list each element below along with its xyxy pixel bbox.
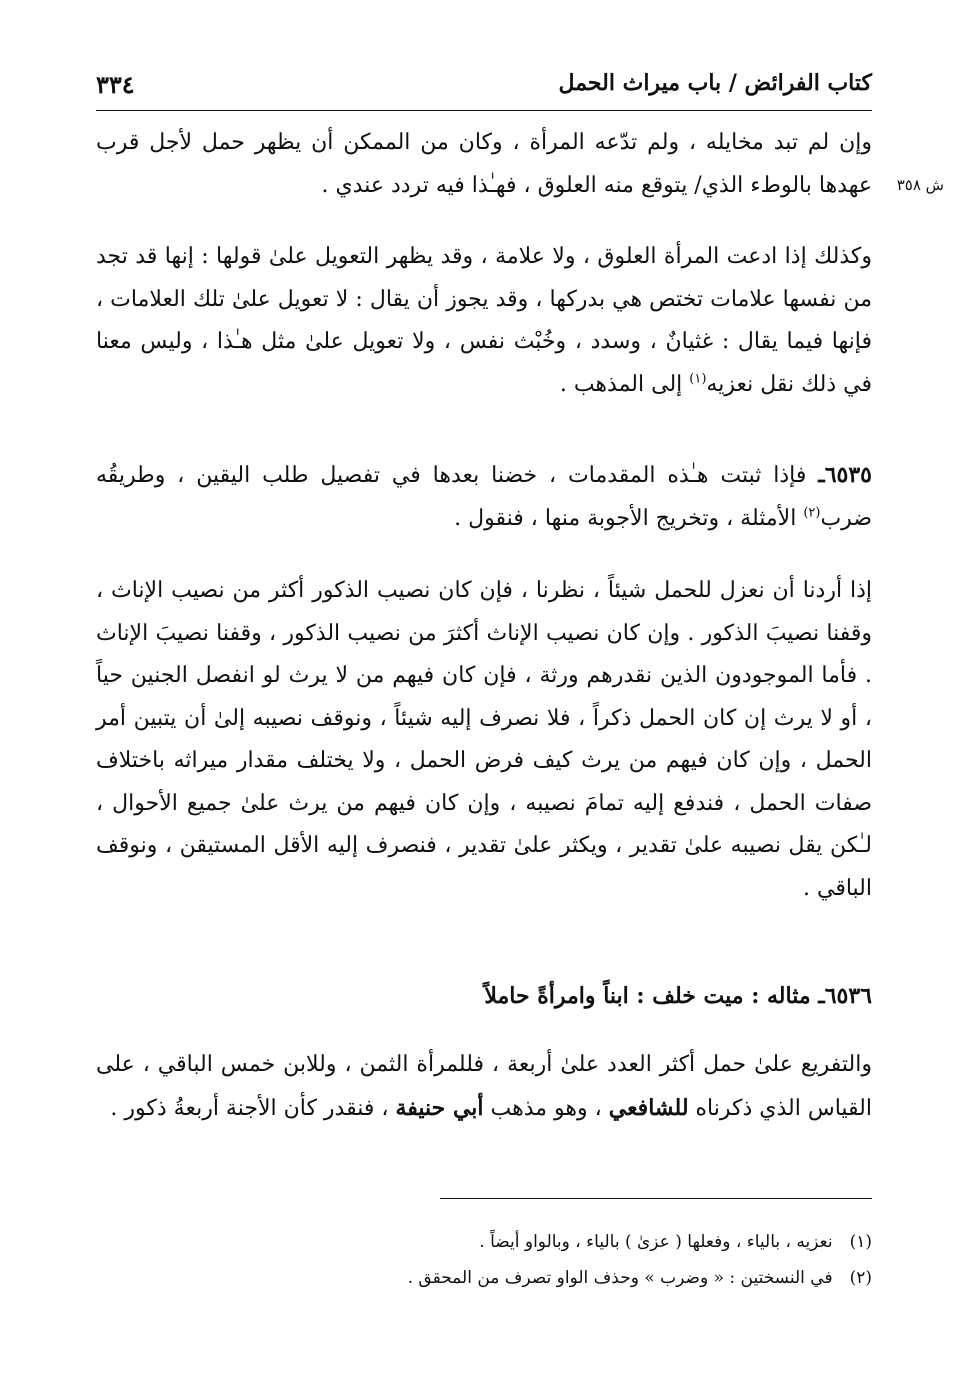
paragraph-6535-text-a: فإذا ثبتت هـٰذه المقدمات ، خضنا بعدها في تفصيل طلب اليقين ، وطريقُه ضرب [96, 463, 872, 531]
footnote-text: في النسختين : « وضرب » وحذف الواو تصرف من المحقق . [407, 1268, 833, 1288]
footnote-number: (٢) [849, 1268, 872, 1288]
running-title: كتاب الفرائض / باب ميراث الحمل [558, 70, 872, 96]
footnote-ref-2: (٢) [803, 505, 821, 521]
paragraph-6536-text: مثاله : ميت خلف : ابناً وامرأةً حاملاً [484, 983, 819, 1009]
paragraph-6535-text-b: الأمثلة ، وتخريج الأجوبة منها ، فنقول . [454, 505, 804, 531]
footnote-text: نعزيه ، بالياء ، وفعلها ( عزىٰ ) بالياء ، وبالواو أيضاً . [479, 1232, 833, 1252]
paragraph-6-text-a: والتفريع علىٰ حمل أكثر العدد علىٰ أربعة ، فللمرأة الثمن ، وللابن خمس الباقي ، على القياس الذي ذكرناه [96, 1052, 872, 1121]
footnote-divider [440, 1198, 872, 1199]
page-header [96, 66, 872, 111]
paragraph-1 [96, 122, 872, 207]
name-abu-hanifa: أبي حنيفة [395, 1094, 484, 1121]
paragraph-number: ٦٥٣٥ـ [818, 462, 872, 488]
paragraph-2-text-b: إلى المذهب . [559, 371, 690, 397]
paragraph-6-text-c: ، فنقدر كأن الأجنة أربعةُ ذكور . [110, 1095, 396, 1121]
footnote-ref-1: (١) [689, 371, 707, 387]
paragraph-2 [96, 236, 872, 406]
footnote-number: (١) [849, 1232, 872, 1252]
paragraph-4-text: إذا أردنا أن نعزل للحمل شيئاً ، نظرنا ، فإن كان نصيب الذكور أكثر من نصيب الإناث ، وقفنا نصيبَ الذكور . وإن كان نصيب الإناث أكثرَ من نصيب الذكور ، وقفنا نصيبَ الإناث . فأما الموجودون الذين نقدرهم ورثة ، فإن كان فيهم من لا يرث لو انفصل الجنين حياً ، أو لا يرث إن كان الحمل ذكراً ، فلا نصرف إليه شيئاً ، ونوقف نصيبه إلىٰ أن يتبين أمر الحمل ، وإن كان فيهم من يرث كيف فرض الحمل ، ولا يختلف مقدار ميراثه باختلاف صفات الحمل ، فندفع إليه تمامَ نصيبه ، وإن كان فيهم من يرث علىٰ جميع الأحوال ، لـٰكن يقل نصيبه علىٰ تقدير ، ويكثر علىٰ تقدير ، فنصرف إليه الأقل المستيقن ، ونوقف الباقي . [96, 578, 872, 901]
paragraph-number: ٦٥٣٦ـ [818, 983, 872, 1009]
footnote-2 [96, 1260, 872, 1296]
paragraph-6 [96, 1044, 872, 1130]
paragraph-2-text-a: وكذلك إذا ادعت المرأة العلوق ، ولا علامة ، وقد يظهر التعويل علىٰ قولها : إنها قد تجد من نفسها علامات تختص هي بدركها ، وقد يجوز أن يقال : لا تعويل علىٰ تلك العلامات ، فإنها فيما يقال : غثيانٌ ، وسدد ، وخُبْث نفس ، ولا تعويل علىٰ مثل هـٰذا ، وليس معنا في ذلك نقل نعزيه [96, 244, 872, 397]
footnotes [96, 1224, 872, 1296]
page-number: ٣٣٤ [96, 70, 135, 99]
paragraph-6535 [96, 454, 872, 540]
paragraph-6-text-b: ، وهو مذهب [483, 1095, 609, 1121]
name-shafii: للشافعي [608, 1094, 689, 1121]
paragraph-1-text: وإن لم تبد مخايله ، ولم تدّعه المرأة ، وكان من الممكن أن يظهر حمل لأجل قرب عهدها بالوطء الذي/ يتوقع منه العلوق ، فهـٰذا فيه تردد عندي . [96, 130, 872, 198]
footnote-1 [96, 1224, 872, 1260]
manuscript-margin-note: ش ٣٥٨ [896, 176, 944, 194]
paragraph-4 [96, 570, 872, 910]
paragraph-6536 [96, 975, 872, 1019]
